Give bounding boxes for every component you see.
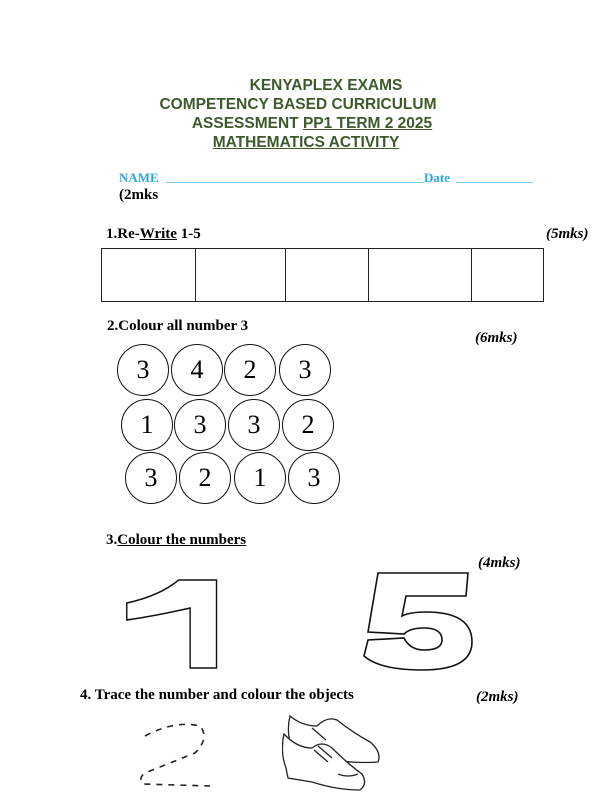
number-circle[interactable]: 3	[228, 399, 280, 451]
number-circle[interactable]: 1	[234, 452, 286, 504]
date-label: Date	[424, 170, 450, 185]
outline-number-one[interactable]	[125, 575, 225, 670]
q1-suffix: 1-5	[176, 226, 201, 242]
marks-note: (2mks	[119, 187, 159, 203]
number-circle[interactable]: 4	[171, 344, 223, 396]
rewrite-boxes	[101, 248, 544, 302]
q1-prefix: 1.Re-	[106, 226, 140, 242]
term-label: PP1 TERM 2 2025	[302, 115, 433, 132]
q2-text: Colour all number 3	[118, 318, 249, 334]
q1-title	[106, 226, 201, 243]
number-circle[interactable]: 2	[282, 399, 334, 451]
number-circle[interactable]: 3	[288, 452, 340, 504]
q2-prefix: 2.	[107, 318, 119, 334]
number-circle[interactable]: 2	[224, 344, 276, 396]
answer-box[interactable]	[286, 249, 369, 302]
outline-number-five[interactable]	[360, 570, 480, 675]
subject-title	[4, 133, 608, 152]
q4-marks: (2mks)	[476, 689, 519, 705]
shoes-icon[interactable]	[282, 712, 387, 792]
q1-underlined: Write	[139, 226, 177, 242]
assessment-prefix: ASSESSMENT	[191, 115, 303, 132]
exam-provider: KENYAPLEX EXAMS	[249, 77, 403, 94]
assessment-title	[6, 114, 612, 133]
number-circle[interactable]: 2	[179, 452, 231, 504]
q3-prefix: 3.	[106, 532, 118, 548]
q2-title	[107, 318, 248, 335]
number-circle[interactable]: 3	[117, 344, 169, 396]
name-field[interactable]	[166, 182, 424, 183]
answer-box[interactable]	[102, 249, 196, 302]
q2-marks: (6mks)	[475, 330, 518, 346]
number-circle[interactable]: 3	[125, 452, 177, 504]
number-circle[interactable]: 1	[121, 399, 173, 451]
q1-marks: (5mks)	[546, 226, 589, 242]
q3-title	[106, 532, 246, 549]
answer-box[interactable]	[196, 249, 286, 302]
number-circle[interactable]: 3	[279, 344, 331, 396]
q3-marks: (4mks)	[478, 555, 521, 571]
name-label: NAME	[119, 170, 159, 185]
q3-text: Colour the numbers	[117, 532, 247, 548]
answer-box[interactable]	[472, 249, 544, 302]
date-field[interactable]	[456, 182, 533, 183]
number-circle[interactable]: 3	[174, 399, 226, 451]
answer-box[interactable]	[369, 249, 472, 302]
curriculum-title: COMPETENCY BASED CURRICULUM	[159, 96, 437, 113]
trace-number-two[interactable]	[135, 718, 215, 788]
subject-label: MATHEMATICS ACTIVITY	[212, 134, 400, 151]
q4-title: 4. Trace the number and colour the objects	[80, 687, 354, 703]
